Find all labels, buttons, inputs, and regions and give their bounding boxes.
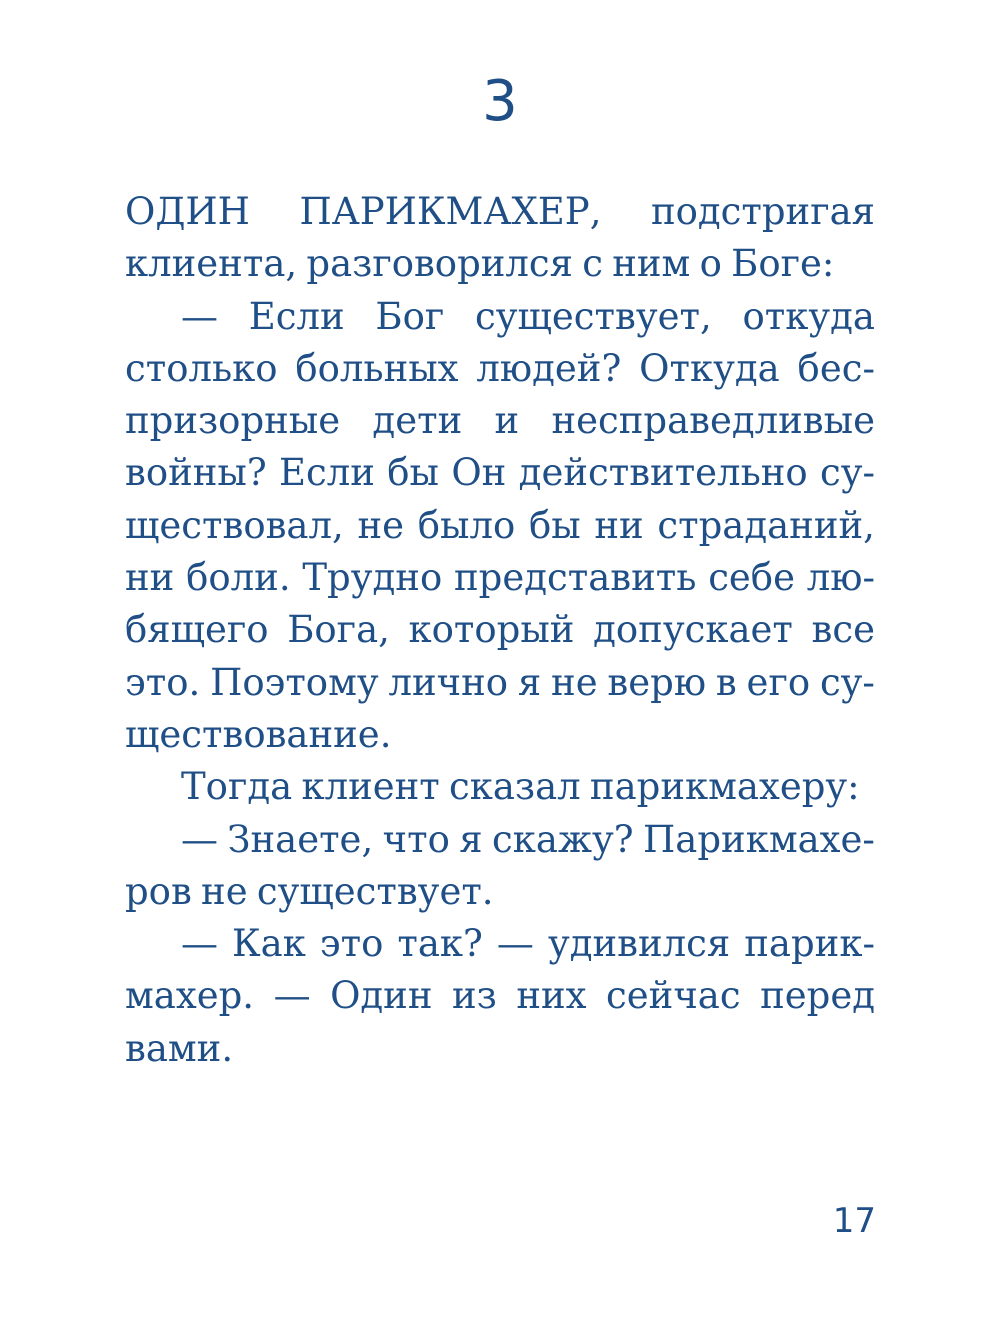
text-line: махер. — Один из них сейчас перед <box>125 974 875 1018</box>
text-line: ни боли. Трудно представить себе лю- <box>125 556 875 600</box>
text-line: Тогда клиент сказал парикмахеру: <box>181 765 860 809</box>
page-number: 17 <box>832 1201 876 1241</box>
text-line: призорные дети и несправедливые <box>125 399 875 443</box>
chapter-number: 3 <box>482 69 518 134</box>
text-line: войны? Если бы Он действительно су- <box>125 451 875 495</box>
text-line: это. Поэтому лично я не верю в его су- <box>125 660 875 704</box>
story-text <box>125 186 875 1075</box>
text-line: столько больных людей? Откуда бес- <box>125 346 875 390</box>
text-line: — Как это так? — удивился парик- <box>181 922 875 966</box>
text-line: ров не существует. <box>125 869 494 913</box>
text-line: бящего Бога, который допускает все <box>125 608 875 652</box>
text-line: клиента, разговорился с ним о Боге: <box>125 242 835 286</box>
text-line: ществование. <box>125 712 392 756</box>
text-line: — Если Бог существует, откуда <box>181 294 875 338</box>
text-line: ществовал, не было бы ни страданий, <box>125 503 875 547</box>
text-line: — Знаете, что я скажу? Парикмахе- <box>181 817 875 861</box>
text-line: вами. <box>125 1026 234 1070</box>
text-line: ОДИН ПАРИКМАХЕР, подстригая <box>125 190 875 233</box>
